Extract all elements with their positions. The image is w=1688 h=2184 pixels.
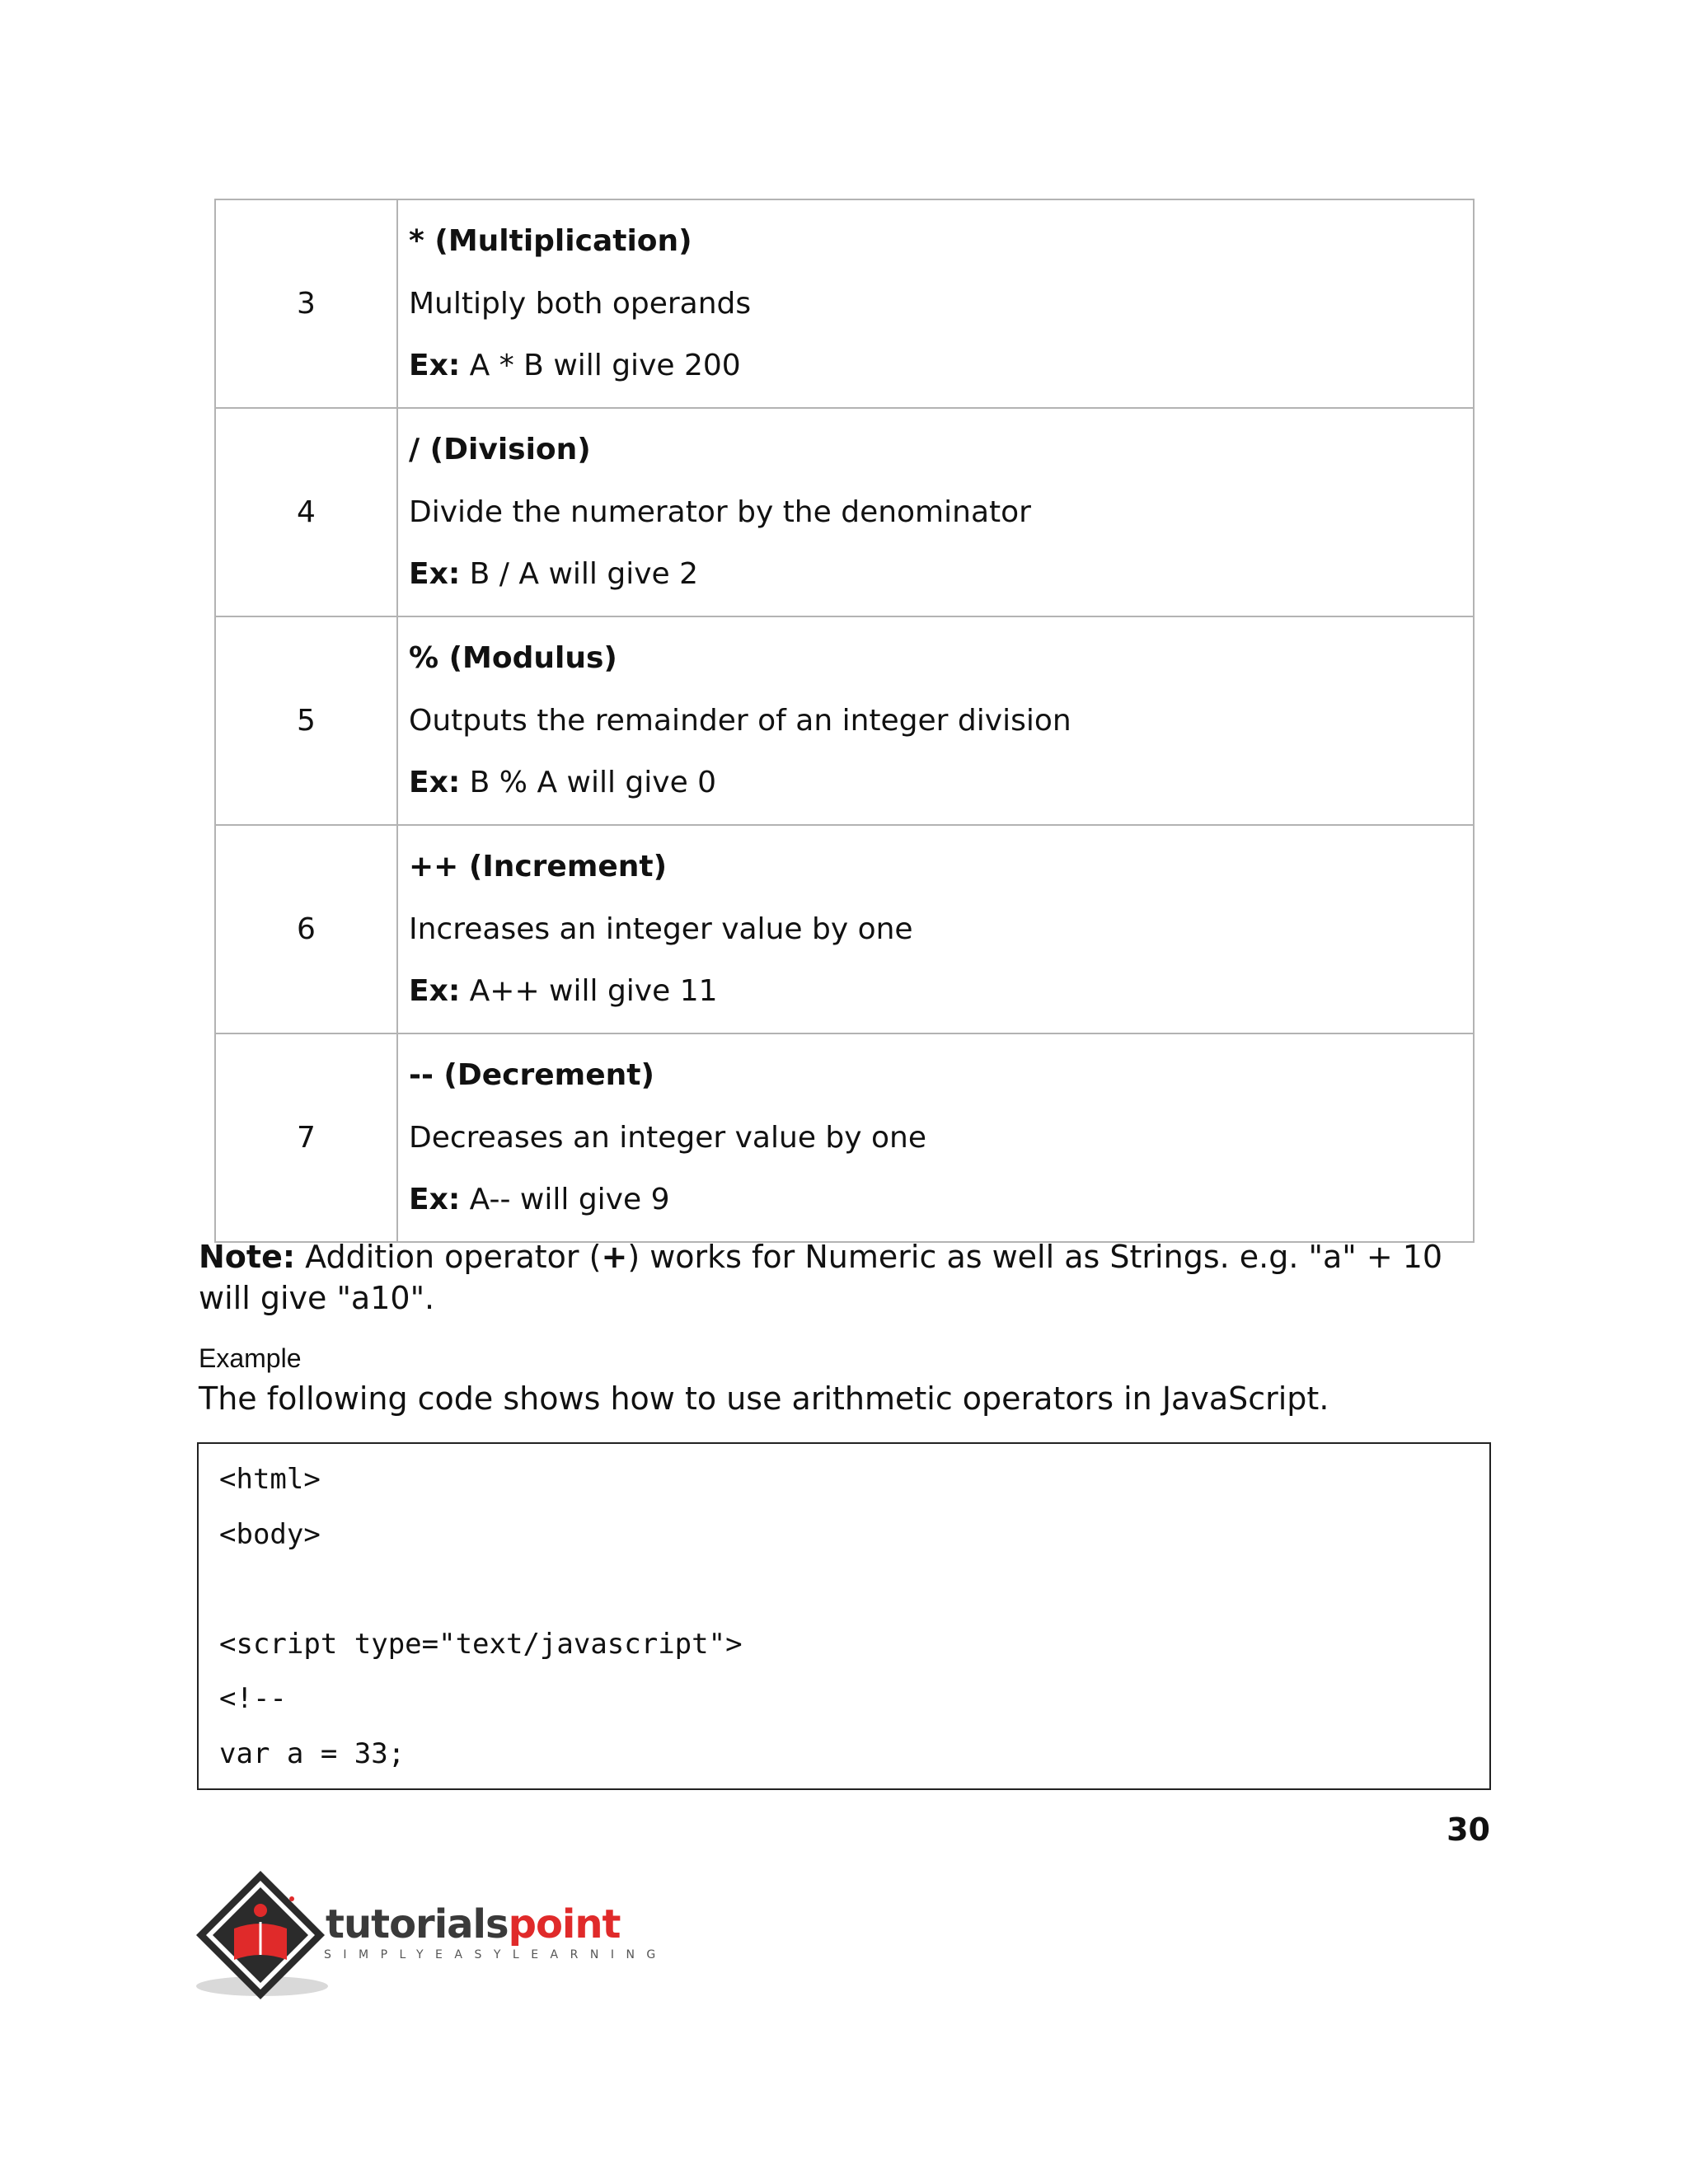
row-number: 5: [215, 616, 397, 825]
operators-table: [214, 199, 1475, 1243]
example-text: B % A will give 0: [460, 766, 717, 800]
example-label: Ex:: [409, 349, 461, 383]
note-symbol: +: [601, 1239, 628, 1275]
example-text: B / A will give 2: [460, 557, 698, 592]
table-row: [215, 408, 1474, 616]
example-label: Ex:: [409, 1183, 461, 1217]
row-number: 3: [215, 199, 397, 408]
intro-text: The following code shows how to use arithmetic operators in JavaScript.: [199, 1380, 1329, 1417]
tutorialspoint-logo-icon: [195, 1869, 335, 2001]
example-label: Ex:: [409, 974, 461, 1009]
table-row: [215, 1033, 1474, 1242]
operator-example: [409, 335, 1473, 397]
example-label: Ex:: [409, 766, 461, 800]
operator-description: Outputs the remainder of an integer division: [409, 703, 1071, 738]
code-line: <html>: [219, 1463, 321, 1496]
row-description-cell: [397, 199, 1474, 408]
row-number: 7: [215, 1033, 397, 1242]
code-line: <script type="text/javascript">: [219, 1627, 743, 1661]
operator-name: -- (Decrement): [409, 1058, 654, 1093]
example-label: Ex:: [409, 557, 461, 592]
note-paragraph: [199, 1236, 1493, 1319]
logo-dot: [289, 1896, 294, 1901]
example-text: A-- will give 9: [460, 1183, 670, 1217]
row-number: 6: [215, 825, 397, 1033]
operator-name: ++ (Increment): [409, 850, 668, 884]
brand-part-2: point: [508, 1901, 621, 1947]
logo-reader-head: [254, 1904, 267, 1917]
note-label: Note:: [199, 1239, 296, 1275]
table-row: [215, 199, 1474, 408]
operator-example: [409, 752, 1473, 814]
row-description-cell: [397, 616, 1474, 825]
note-text-after: ) works for Numeric as well as Strings. e.g. "a" + 10 will give "a10".: [199, 1239, 1443, 1316]
row-description-cell: [397, 1033, 1474, 1242]
page-number: 30: [1447, 1811, 1490, 1848]
operators-table-body: [215, 199, 1474, 1242]
code-block: [197, 1442, 1491, 1790]
table-row: [215, 616, 1474, 825]
row-description-cell: [397, 825, 1474, 1033]
brand-tagline: SIMPLYEASYLEARNING: [324, 1948, 668, 1961]
operator-example: [409, 960, 1473, 1023]
table-row: [215, 825, 1474, 1033]
brand-name: [326, 1901, 620, 1947]
operator-description: Divide the numerator by the denominator: [409, 494, 1031, 529]
example-text: A++ will give 11: [460, 974, 718, 1009]
example-text: A * B will give 200: [460, 349, 741, 383]
note-text-before: Addition operator (: [295, 1239, 602, 1275]
code-line: <body>: [219, 1517, 321, 1551]
row-number: 4: [215, 408, 397, 616]
code-line: <!--: [219, 1682, 287, 1715]
code-line: [219, 1572, 1489, 1627]
operator-name: * (Multiplication): [409, 224, 692, 259]
operator-name: % (Modulus): [409, 641, 617, 676]
code-line: var a = 33;: [219, 1736, 406, 1770]
row-description-cell: [397, 408, 1474, 616]
operator-name: / (Division): [409, 433, 591, 467]
brand-part-1: tutorials: [326, 1901, 509, 1947]
operator-example: [409, 1169, 1473, 1231]
operator-example: [409, 543, 1473, 606]
operator-description: Decreases an integer value by one: [409, 1120, 926, 1155]
example-heading: Example: [199, 1343, 302, 1373]
operator-description: Increases an integer value by one: [409, 912, 913, 946]
operator-description: Multiply both operands: [409, 286, 752, 321]
